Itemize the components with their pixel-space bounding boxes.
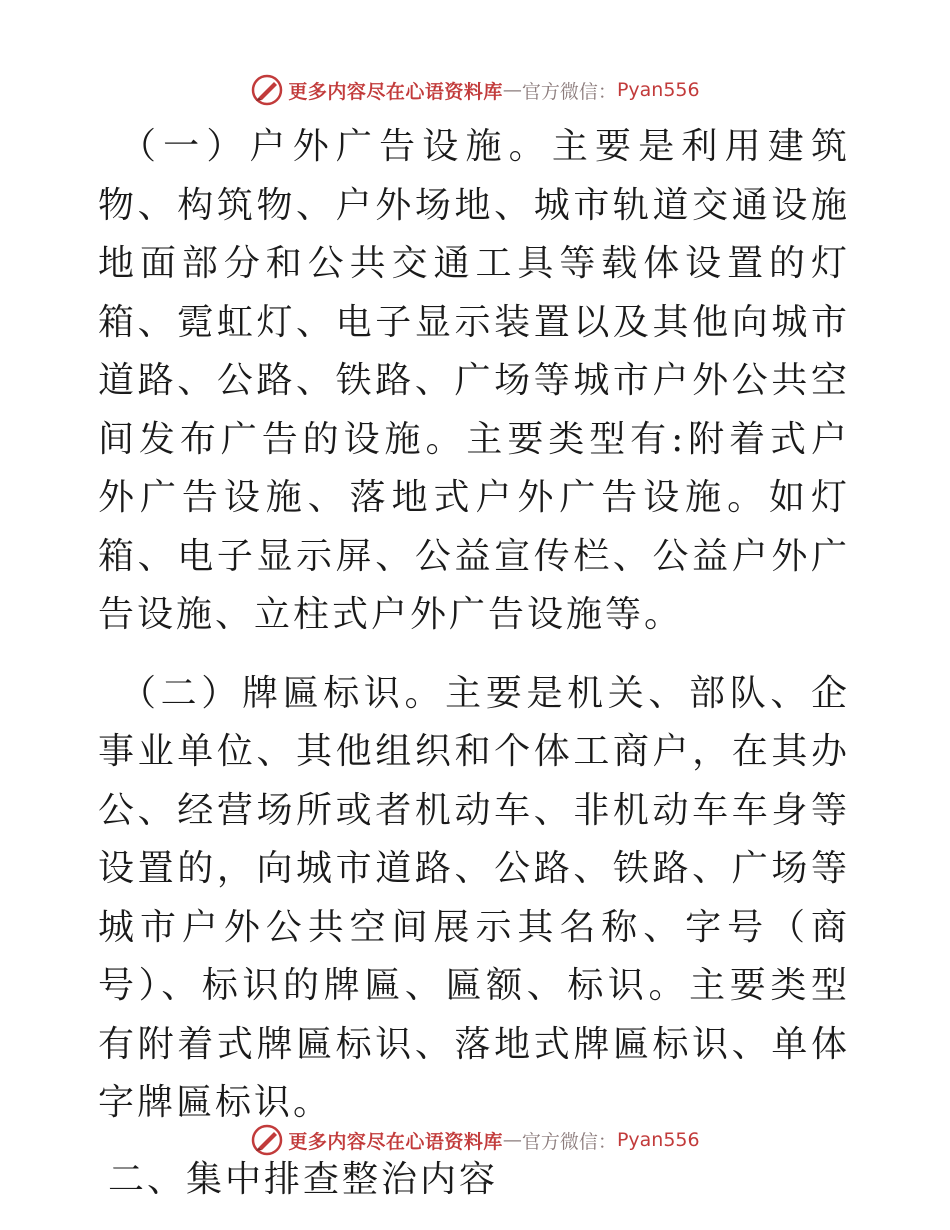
banner-separator: — [502,79,522,101]
brand-text: 更多内容尽在心语资料库 [288,1130,503,1153]
section-heading: 二、集中排查整治内容 [108,1158,499,1200]
paragraph-signboards: （二）牌匾标识。主要是机关、部队、企事业单位、其他组织和个体工商户，在其办公、经营场所或者机动车、非机动车车身等设置的，向城市道路、公路、铁路、广场等城市户外公共空间展示其名称、字号（商号）、标识的牌匾、匾额、标识。主要类型有附着式牌匾标识、落地式牌匾标识、单体字牌匾标识。 [98,672,850,1123]
brand-text: 更多内容尽在心语资料库 [288,80,503,103]
footer-banner [0,1120,950,1160]
contact-id: Pyan556 [616,79,700,101]
document-body [98,118,850,1209]
brand-logo-icon [250,1123,284,1157]
contact-label: 官方微信： [521,1130,617,1153]
contact-label: 官方微信： [521,80,617,103]
header-banner [0,70,950,110]
brand-logo-icon [250,73,284,107]
paragraph-outdoor-ads: （一）户外广告设施。主要是利用建筑物、构筑物、户外场地、城市轨道交通设施地面部分和公共交通工具等载体设置的灯箱、霓虹灯、电子显示装置以及其他向城市道路、公路、铁路、广场等城市户外公共空间发布广告的设施。主要类型有:附着式户外广告设施、落地式户外广告设施。如灯箱、电子显示屏、公益宣传栏、公益户外广告设施、立柱式户外广告设施等。 [98,126,850,635]
banner-separator: — [502,1129,522,1151]
contact-id: Pyan556 [616,1129,700,1151]
